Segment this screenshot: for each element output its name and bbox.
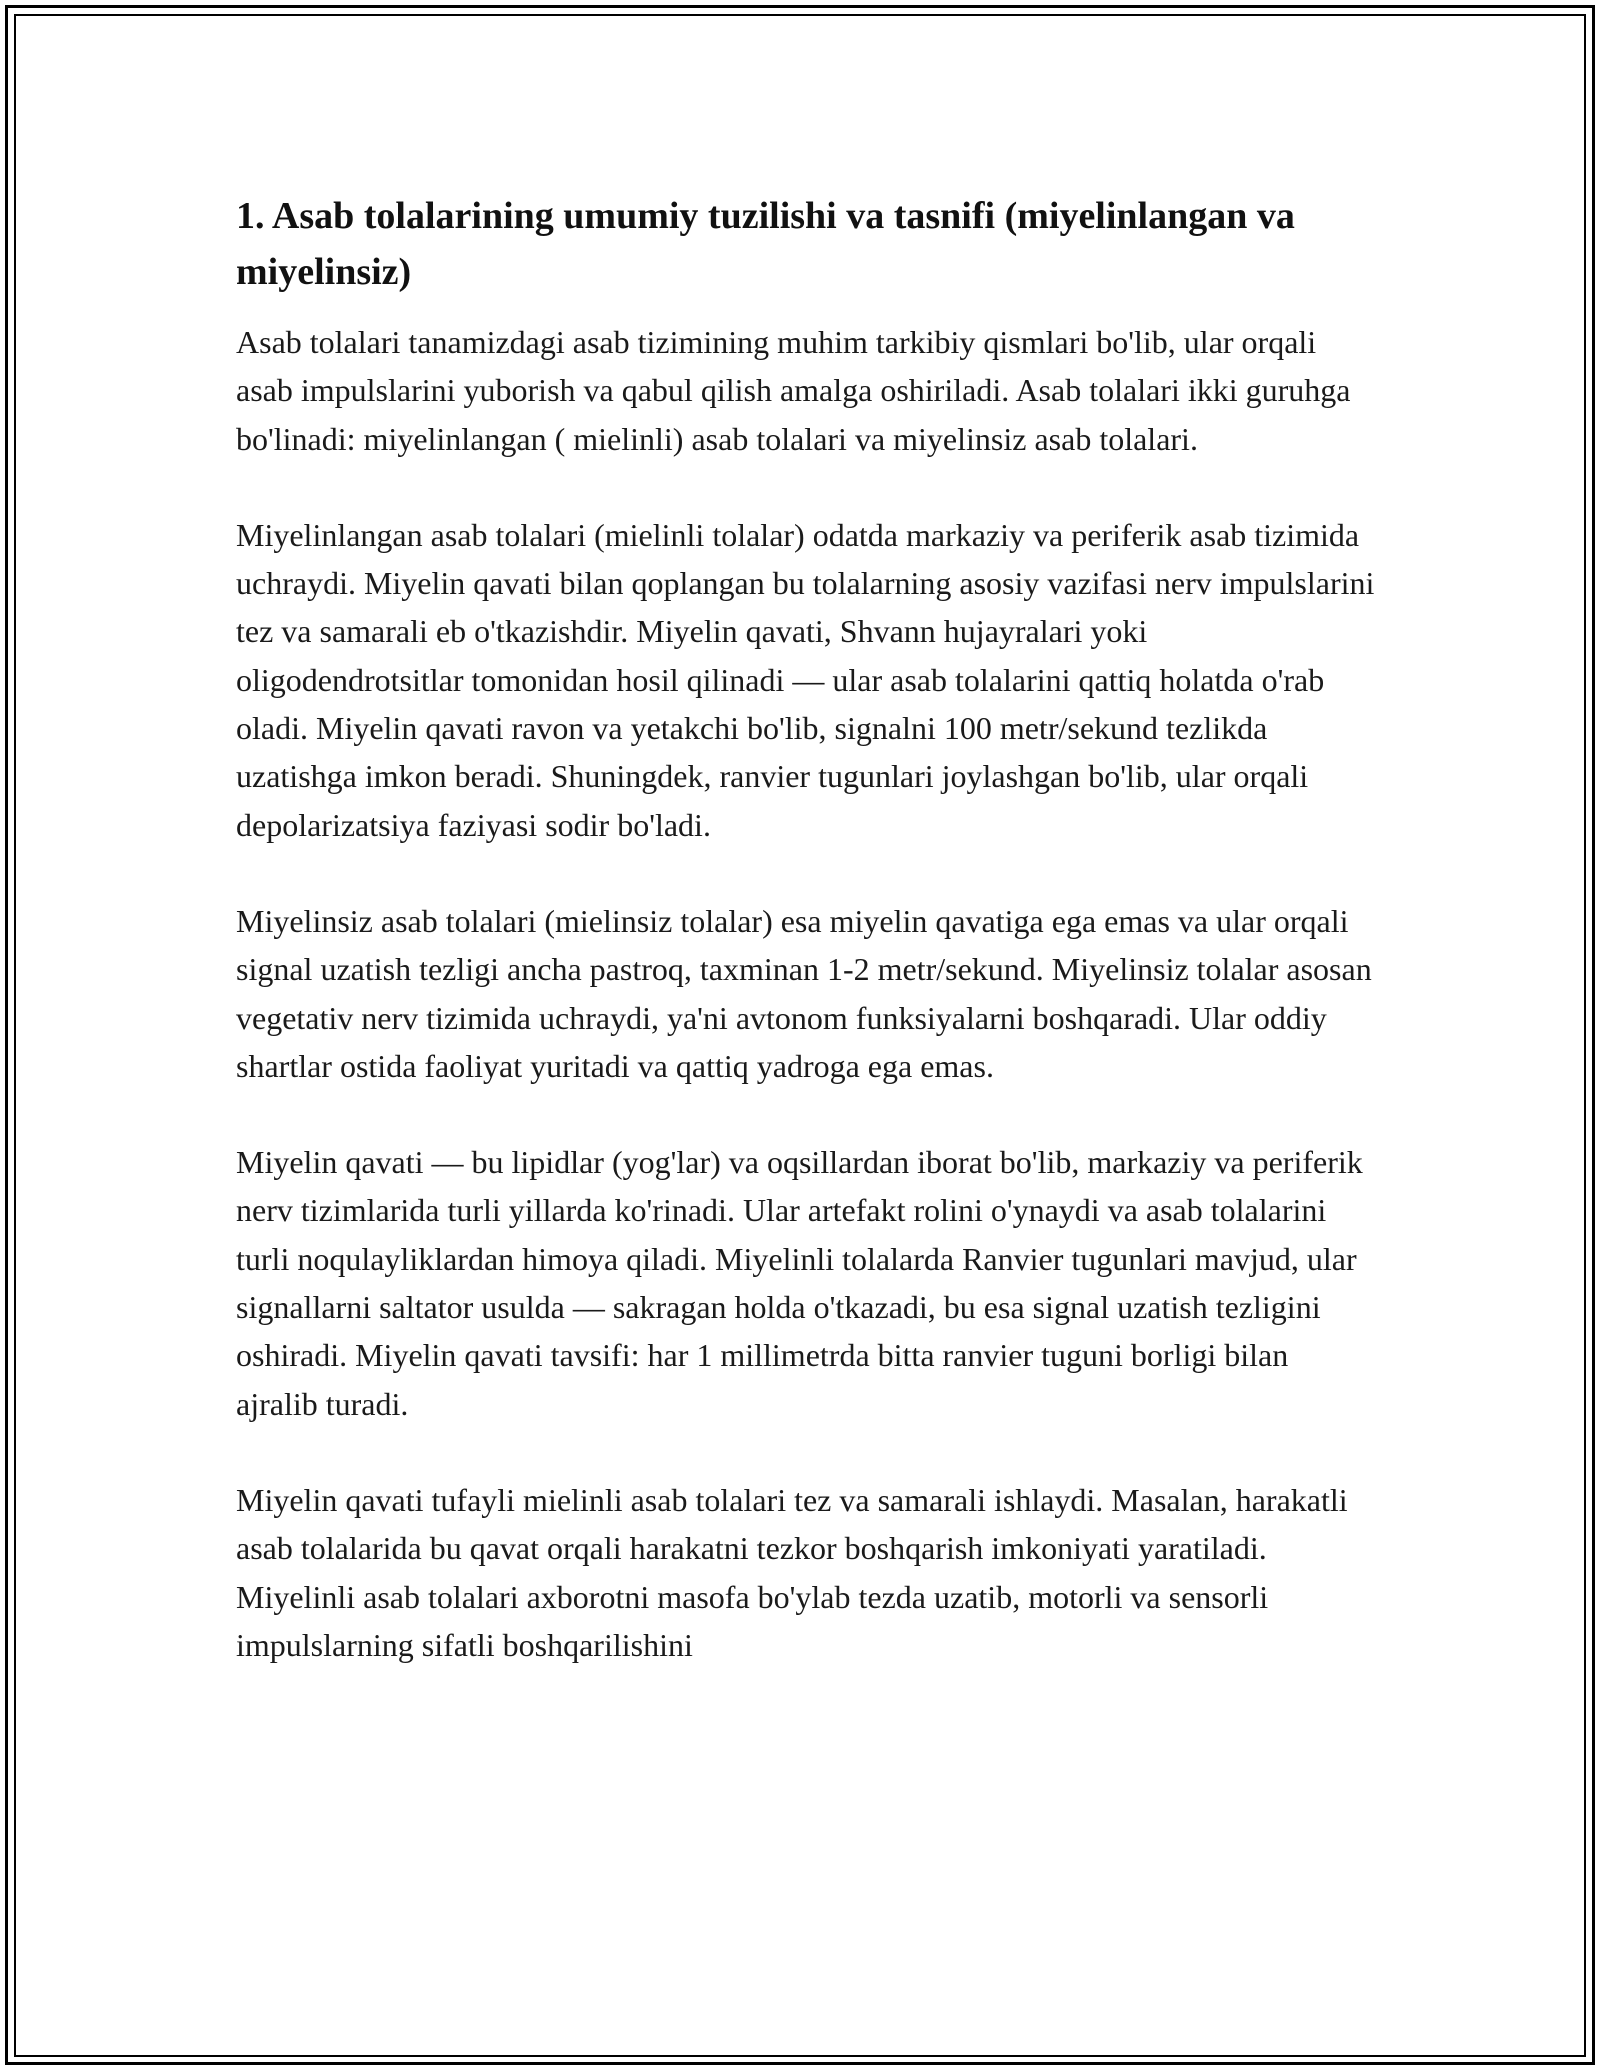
paragraph-myelin-sheath: Miyelin qavati — bu lipidlar (yog'lar) va oqsillardan iborat bo'lib, markaziy va periferik nerv tizimlarida turli yillarda ko'rinadi. Ular artefakt rolini o'ynaydi va asab tolalarini turli noqulayliklardan himoya qiladi. Miyelinli tolalarda Ranvier tugunlari mavjud, ular signallarni saltator usulda — sakragan holda o'tkazadi, bu esa signal uzatish tezligini oshiradi. Miyelin qavati tavsifi: har 1 millimetrda bitta ranvier tuguni borligi bilan ajralib turadi. (236, 1144, 1363, 1422)
document-body (236, 188, 1376, 1717)
paragraph-intro: Asab tolalari tanamizdagi asab tizimining muhim tarkibiy qismlari bo'lib, ular orqali asab impulslarini yuborish va qabul qilish amalga oshiriladi. Asab tolalari ikki guruhga bo'linadi: miyelinlangan ( mielinli) asab tolalari va miyelinsiz asab tolalari. (236, 324, 1351, 457)
paragraph-unmyelinated: Miyelinsiz asab tolalari (mielinsiz tolalar) esa miyelin qavatiga ega emas va ular orqali signal uzatish tezligi ancha pastroq, taxminan 1-2 metr/sekund. Miyelinsiz tolalar asosan vegetativ nerv tizimida uchraydi, ya'ni avtonom funksiyalarni boshqaradi. Ular oddiy shartlar ostida faoliyat yuritadi va qattiq yadroga ega emas. (236, 902, 1372, 1084)
paragraph-myelin-function: Miyelin qavati tufayli mielinli asab tolalari tez va samarali ishlaydi. Masalan, harakatli asab tolalarida bu qavat orqali harakatni tezkor boshqarish imkoniyati yaratiladi. Miyelinli asab tolalari axborotni masofa bo'ylab tezda uzatib, motorli va sensorli impulslarning sifatli boshqarilishini (236, 1481, 1348, 1663)
section-heading: 1. Asab tolalarining umumiy tuzilishi va tasnifi (miyelinlangan va miyelinsiz) (236, 195, 1295, 293)
paragraph-myelinated: Miyelinlangan asab tolalari (mielinli tolalar) odatda markaziy va periferik asab tizimida uchraydi. Miyelin qavati bilan qoplangan bu tolalarning asosiy vazifasi nerv impulslarini tez va samarali eb o'tkazishdir. Miyelin qavati, Shvann hujayralari yoki oligodendrotsitlar tomonidan hosil qilinadi — ular asab tolalarini qattiq holatda o'rab oladi. Miyelin qavati ravon va yetakchi bo'lib, signalni 100 metr/sekund tezlikda uzatishga imkon beradi. Shuningdek, ranvier tugunlari joylashgan bo'lib, ular orqali depolarizatsiya faziyasi sodir bo'ladi. (236, 516, 1375, 843)
